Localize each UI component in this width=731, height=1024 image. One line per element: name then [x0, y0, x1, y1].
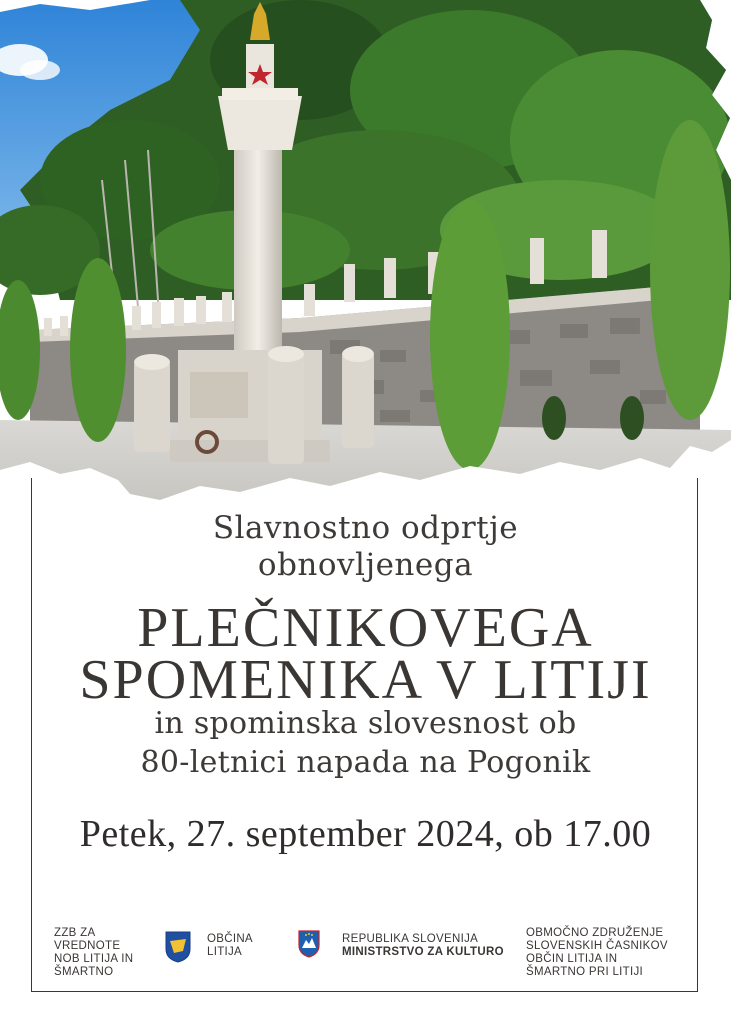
- organizer-zdruzenje-line: OBMOČNO ZDRUŽENJE: [526, 927, 664, 939]
- organizer-zzb-line: ZZB ZA: [54, 927, 96, 939]
- organizer-zdruzenje-line: OBČIN LITIJA IN: [526, 953, 618, 965]
- obcina-litija-crest-icon: [165, 931, 191, 963]
- intro-line-2: obnovljenega: [257, 547, 474, 583]
- organizer-zzb-line: ŠMARTNO: [54, 966, 114, 978]
- event-datetime: Petek, 27. september 2024, ob 17.00: [79, 813, 652, 855]
- organizer-zdruzenje-line: SLOVENSKIH ČASNIKOV: [526, 940, 668, 952]
- organizer-zzb-line: NOB LITIJA IN: [54, 953, 134, 965]
- organizer-obcina-line: OBČINA: [207, 933, 253, 945]
- slovenia-coat-of-arms-icon: [298, 930, 320, 958]
- organizer-ministrstvo-line: REPUBLIKA SLOVENIJA: [342, 933, 479, 945]
- organizer-ministrstvo: [342, 933, 504, 959]
- organizer-obcina-litija: [207, 933, 253, 959]
- organizer-zzb-line: VREDNOTE: [54, 940, 121, 952]
- main-title-line-1: PLEČNIKOVEGA: [137, 597, 594, 659]
- organizer-zdruzenje: [526, 927, 668, 979]
- organizer-ministrstvo-line: MINISTRSTVO ZA KULTURO: [342, 946, 504, 958]
- subtitle-line-1: in spominska slovesnost ob: [154, 706, 577, 741]
- subtitle-line-2: 80-letnici napada na Pogonik: [140, 745, 591, 780]
- intro-line-1: Slavnostno odprtje: [212, 510, 519, 546]
- main-title-line-2: SPOMENIKA V LITIJI: [79, 649, 652, 711]
- organizer-zdruzenje-line: ŠMARTNO PRI LITIJI: [526, 966, 644, 978]
- organizer-obcina-line: LITIJA: [207, 946, 243, 958]
- organizer-zzb: [54, 927, 133, 979]
